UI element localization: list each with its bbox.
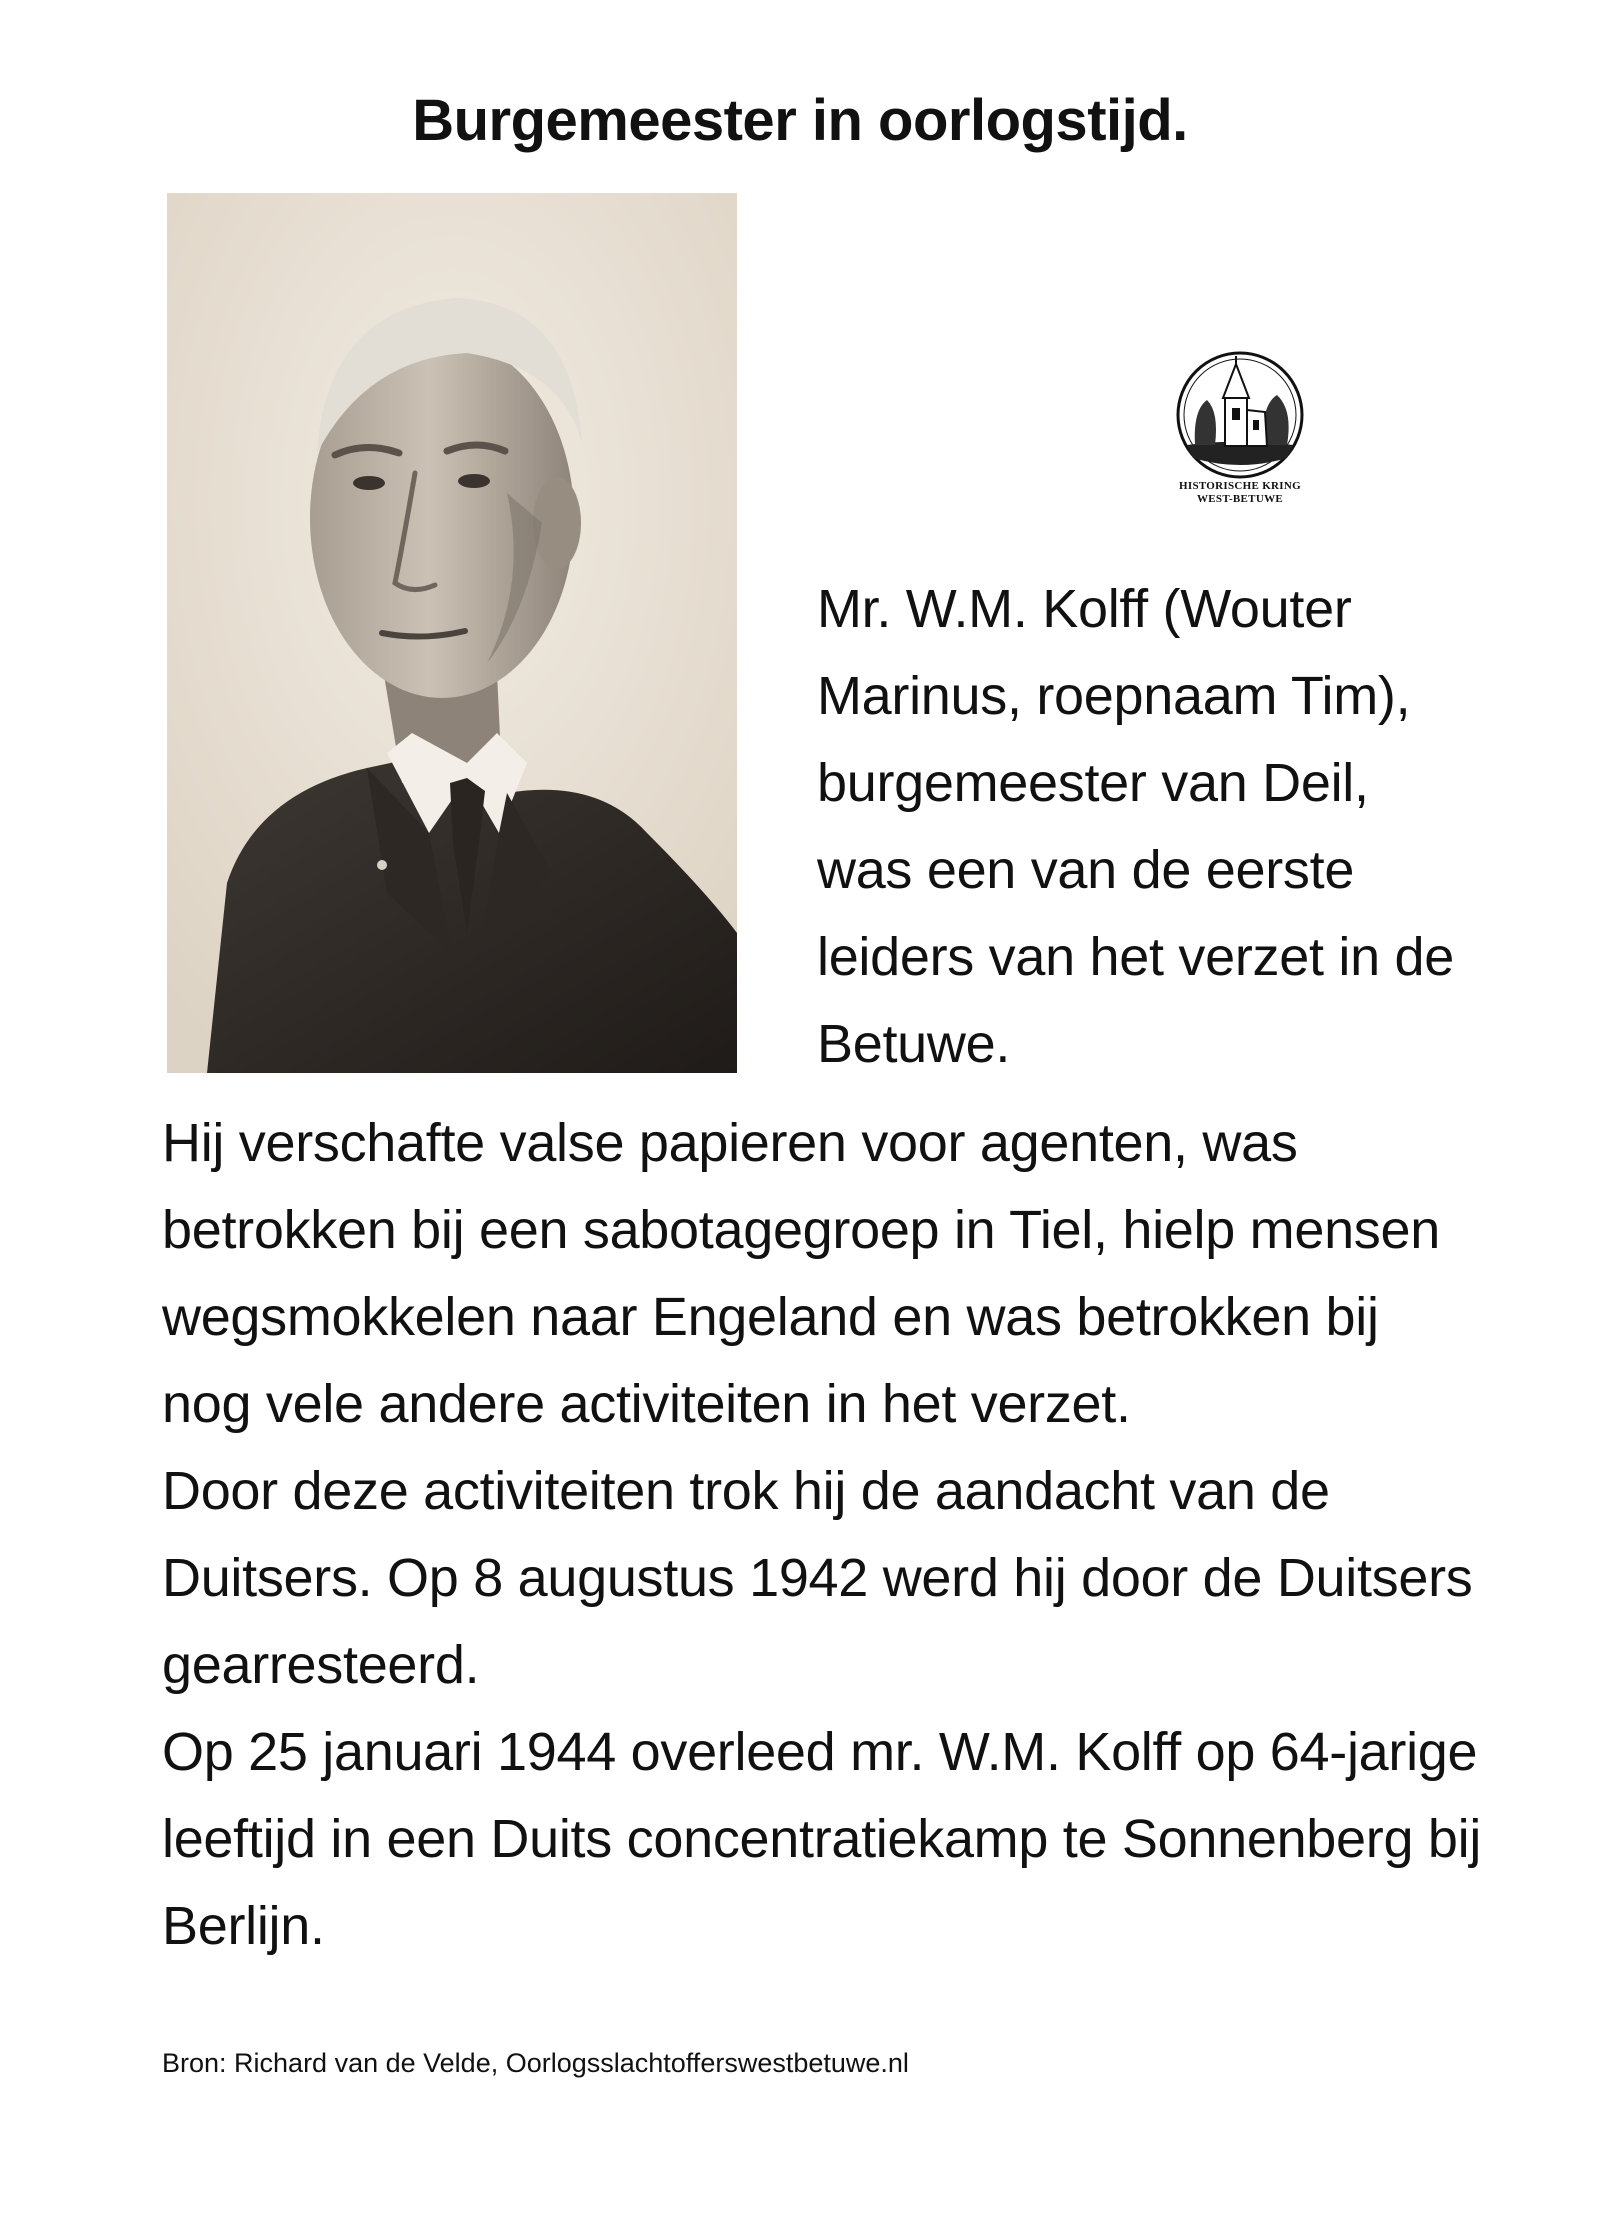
source-credit: Bron: Richard van de Velde, Oorlogsslachtofferswestbetuwe.nl: [162, 2048, 909, 2078]
church-tower-seal-icon: [1175, 350, 1305, 480]
paragraph: Door deze activiteiten trok hij de aandacht van de Duitsers. Op 8 augustus 1942 werd hij door de Duitsers gearresteerd.: [162, 1461, 1473, 1695]
body-text: [162, 1100, 1482, 1970]
intro-text: Mr. W.M. Kolff (Wouter Marinus, roepnaam Tim), burgemeester van Deil, was een van de eerste leiders van het verzet in de Betuwe.: [817, 579, 1454, 1074]
logo-text-line1: HISTORISCHE KRING: [1179, 480, 1301, 492]
page-title: Burgemeester in oorlogstijd.: [412, 88, 1188, 153]
logo-text-line2: WEST-BETUWE: [1196, 493, 1284, 505]
historische-kring-logo: [1165, 350, 1315, 506]
paragraph: Hij verschafte valse papieren voor agenten, was betrokken bij een sabotagegroep in Tiel, hielp mensen wegsmokkelen naar Engeland en was betrokken bij nog vele andere activiteiten in het verzet.: [162, 1113, 1440, 1434]
portrait-photo: [167, 193, 737, 1073]
paragraph: Op 25 januari 1944 overleed mr. W.M. Kolff op 64-jarige leeftijd in een Duits concentratiekamp te Sonnenberg bij Berlijn.: [162, 1722, 1482, 1956]
